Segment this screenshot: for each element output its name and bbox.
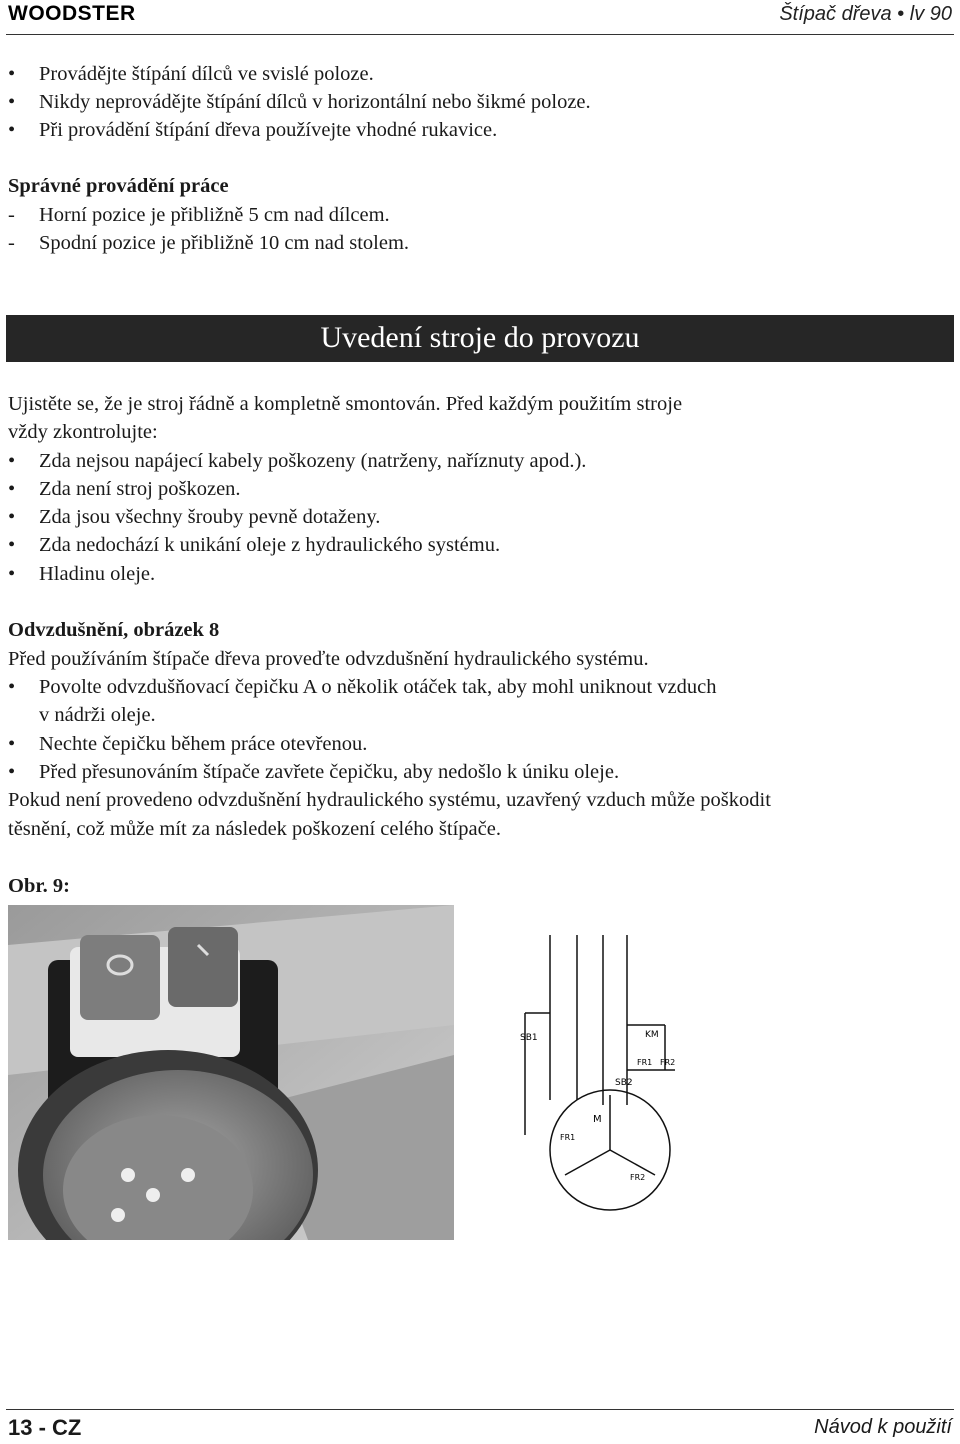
figure-label: Obr. 9: xyxy=(8,875,70,897)
dash-mark: - xyxy=(8,204,15,226)
schematic-label-fr2-motor: FR2 xyxy=(630,1173,646,1182)
circuit-diagram xyxy=(515,925,695,1245)
list-item: Provádějte štípání dílců ve svislé poloze. xyxy=(39,63,374,85)
venting-paragraph: Pokud není provedeno odvzdušnění hydraulického systému, uzavřený vzduch může poškodit xyxy=(8,789,771,811)
list-item-cont: v nádrži oleje. xyxy=(39,704,156,726)
startup-intro: Ujistěte se, že je stroj řádně a kompletně smontován. Před každým použitím stroje xyxy=(8,393,683,415)
list-item: Zda není stroj poškozen. xyxy=(39,478,241,500)
bullet-mark: • xyxy=(8,91,16,113)
footer-manual-label: Návod k použití xyxy=(814,1416,952,1438)
list-item: Zda nejsou napájecí kabely poškozeny (natrženy, naříznuty apod.). xyxy=(39,450,587,472)
schematic-label-fr1-motor: FR1 xyxy=(560,1133,576,1142)
section-title: Uvedení stroje do provozu xyxy=(320,321,640,354)
brand-name: WOODSTER xyxy=(8,2,136,25)
list-item: Hladinu oleje. xyxy=(39,563,156,585)
header-rule xyxy=(6,34,954,35)
dash-mark: - xyxy=(8,232,15,254)
venting-paragraph-cont: těsnění, což může mít za následek poškození celého štípače. xyxy=(8,818,501,840)
schematic-label-fr2: FR2 xyxy=(660,1058,676,1067)
list-item: Při provádění štípání dřeva používejte vhodné rukavice. xyxy=(39,119,498,141)
bullet-mark: • xyxy=(8,563,16,585)
schematic-label-sb2: SB2 xyxy=(615,1078,633,1088)
startup-intro-cont: vždy zkontrolujte: xyxy=(8,421,158,443)
wiring-schematic xyxy=(515,925,695,1245)
correct-work-heading: Správné provádění práce xyxy=(8,175,229,197)
list-item: Zda nedochází k unikání oleje z hydraulického systému. xyxy=(39,534,501,556)
page-number: 13 - CZ xyxy=(8,1415,82,1440)
bullet-mark: • xyxy=(8,478,16,500)
schematic-label-sb1: SB1 xyxy=(520,1033,538,1043)
bullet-mark: • xyxy=(8,676,16,698)
schematic-label-m: M xyxy=(593,1114,602,1125)
bullet-mark: • xyxy=(8,119,16,141)
schematic-label-fr1: FR1 xyxy=(637,1058,653,1067)
bullet-mark: • xyxy=(8,733,16,755)
list-item: Nikdy neprovádějte štípání dílců v horizontální nebo šikmé poloze. xyxy=(39,91,591,113)
list-item: Nechte čepičku během práce otevřenou. xyxy=(39,733,368,755)
switch-plug-illustration xyxy=(8,905,454,1240)
list-item: Horní pozice je přibližně 5 cm nad dílcem. xyxy=(39,204,390,226)
footer-rule xyxy=(6,1409,954,1410)
header-product: Štípač dřeva • lv 90 xyxy=(779,3,952,25)
venting-intro: Před používáním štípače dřeva proveďte odvzdušnění hydraulického systému. xyxy=(8,648,649,670)
list-item: Spodní pozice je přibližně 10 cm nad stolem. xyxy=(39,232,410,254)
bullet-mark: • xyxy=(8,63,16,85)
switch-photo xyxy=(8,905,454,1240)
bullet-mark: • xyxy=(8,534,16,556)
list-item: Povolte odvzdušňovací čepičku A o několik otáček tak, aby mohl uniknout vzduch xyxy=(39,676,717,698)
venting-heading: Odvzdušnění, obrázek 8 xyxy=(8,619,220,641)
schematic-label-km: KM xyxy=(645,1030,659,1040)
list-item: Před přesunováním štípače zavřete čepičku, aby nedošlo k úniku oleje. xyxy=(39,761,620,783)
list-item: Zda jsou všechny šrouby pevně dotaženy. xyxy=(39,506,381,528)
bullet-mark: • xyxy=(8,506,16,528)
section-banner xyxy=(6,315,954,362)
bullet-mark: • xyxy=(8,761,16,783)
bullet-mark: • xyxy=(8,450,16,472)
